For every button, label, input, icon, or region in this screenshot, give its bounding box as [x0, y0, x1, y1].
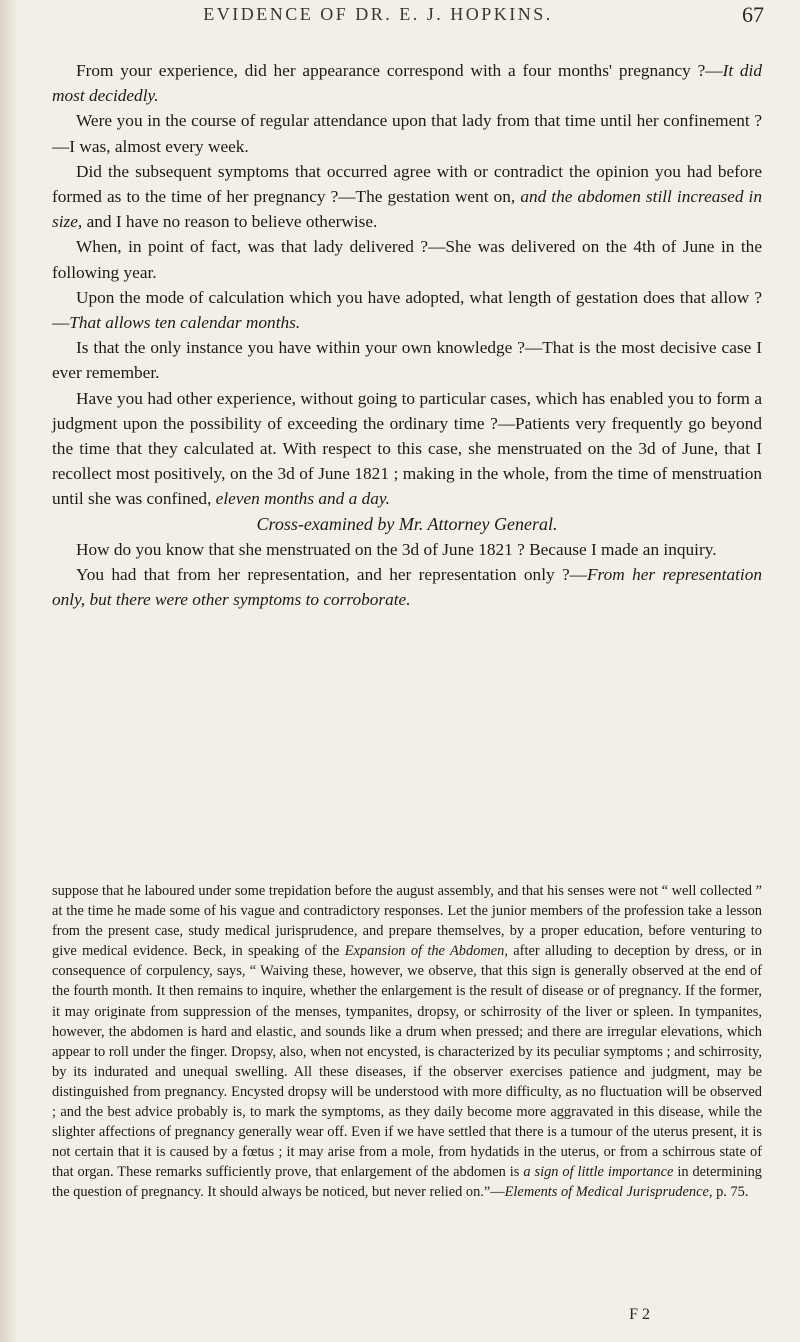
- page-number: 67: [742, 2, 764, 27]
- answer-emphasis: eleven months and a day.: [215, 489, 390, 509]
- question-answer-1: From your experience, did her appearance correspond with a four months' pregnancy ?—It did most decidedly.: [52, 61, 762, 106]
- question-answer-8: How do you know that she menstruated on the 3d of June 1821 ? Because I made an inquiry.: [76, 539, 717, 559]
- footnote: [52, 881, 762, 1203]
- question-answer-3: Did the subsequent symptoms that occurred agree with or contradict the opinion you had before formed as to the time of her pregnancy ?—The gestation went on, and the abdomen still increased in size, and I have no reason to believe otherwise.: [52, 161, 762, 232]
- footnote-source-title: Elements of Medical Jurisprudence,: [504, 1184, 713, 1201]
- footnote-text: suppose that he laboured under some trepidation before the august assembly, and that his senses were not “ well collected ” at the time he made some of his vague and contradictory responses. Let the junior members of the profession take a lesson from the present case, study medical jurisprudence, and prepare themselves, by a proper education, before venturing to give medical evidence. Beck, in speaking of the Expansion of the Abdomen, after alluding to deception by dress, or in consequence of corpulency, says, “ Waiving these, however, we observe, that this sign is generally observed at the end of the fourth month. It then remains to inquire, whether the enlargement is the result of disease or of pregnancy. If the former, it may originate from suppression of the menses, tympanites, dropsy, or schirrosity of the liver or spleen. In tympanites, however, the abdomen is hard and elastic, and sounds like a drum when pressed; and there are irregular elevations, which appear to roll under the finger. Dropsy, also, when not encysted, is characterized by its peculiar symptoms ; and schirrosity, by its indurated and unequal swelling. All these diseases, if the observer exercises patience and judgment, may be distinguished from pregnancy. Encysted dropsy will be understood with more difficulty, as no fluctuation will be observed ; and the best advice probably is, to mark the symptoms, as they daily become more aggravated in this disease, while the slighter affections of pregnancy generally wear off. Even if we have settled that there is a tumour of the uterus present, it is not certain that it is caused by a fœtus ; it may arise from a mole, from hydatids in the uterus, or from a schirrous state of that organ. These remarks sufficiently prove, that enlargement of the abdomen is a sign of little importance in determining the question of pregnancy. It should always be noticed, but never relied on.”—Elements of Medical Jurisprudence, p. 75.: [52, 883, 762, 1201]
- question-answer-2: Were you in the course of regular attendance upon that lady from that time until her confinement ?—I was, almost every week.: [52, 111, 762, 156]
- question-answer-6: Is that the only instance you have within your own knowledge ?—That is the most decisive case I ever remember.: [52, 338, 762, 383]
- footnote-citation-emphasis: Expansion of the Abdomen,: [344, 943, 508, 960]
- answer-emphasis: That allows ten calendar months.: [69, 313, 301, 333]
- question-answer-9: You had that from her representation, and her representation only ?—From her representation only, but there were other symptoms to corroborate.: [52, 565, 762, 610]
- question-answer-5: Upon the mode of calculation which you have adopted, what length of gestation does that allow ?—That allows ten calendar months.: [52, 287, 762, 333]
- page-header: [42, 4, 764, 34]
- question-answer-7: Have you had other experience, without going to particular cases, which has enabled you to form a judgment upon the possibility of exceeding the ordinary time ?—Patients very frequently go beyond the time that they calculated at. With respect to this case, she menstruated on the 3d of June, that I recollect most positively, on the 3d of June 1821 ; making in the whole, from the time of menstruation until she was confined, eleven months and a day.: [52, 388, 762, 509]
- signature-mark: F 2: [629, 1306, 650, 1323]
- testimony-body: [52, 58, 762, 612]
- question-answer-4: When, in point of fact, was that lady delivered ?—She was delivered on the 4th of June in the following year.: [52, 237, 762, 282]
- running-head: EVIDENCE OF DR. E. J. HOPKINS.: [203, 4, 553, 24]
- answer-emphasis: It did most decidedly.: [52, 61, 762, 106]
- cross-examination-heading: Cross-examined by Mr. Attorney General.: [256, 513, 558, 534]
- answer-emphasis: and the abdomen still increased in size,: [52, 187, 762, 232]
- binding-shadow: [0, 0, 18, 1342]
- answer-emphasis: From her representation only, but there were other symptoms to corroborate.: [52, 565, 762, 610]
- footnote-emphasis: a sign of little importance: [523, 1164, 674, 1181]
